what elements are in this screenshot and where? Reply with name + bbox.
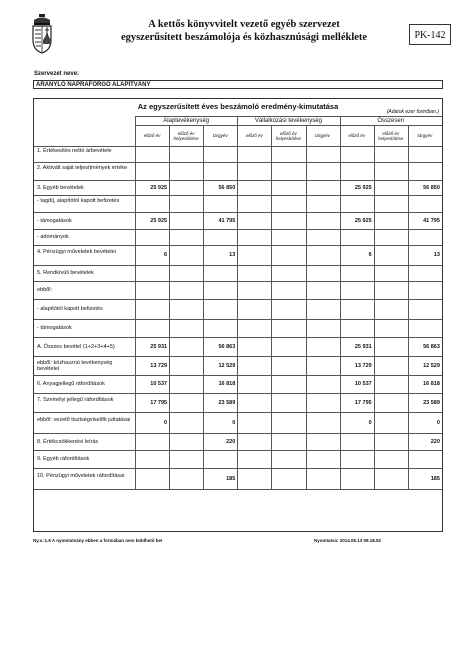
value-cell: 6 [368,252,372,258]
table-row [34,319,442,337]
value-cell: 13 729 [354,362,372,369]
row-label: ebből: vezető tisztségviselők juttatásai [37,416,131,423]
value-cell: 56 850 [423,184,440,191]
column-group-1: Alaptevékenység [163,118,209,124]
form-header [31,14,451,55]
subcolumn-header: előző év helyesbítése [275,130,302,141]
table-row [34,212,442,229]
subcolumn-header: előző év helyesbítése [378,130,404,141]
value-cell: 41 795 [218,217,236,224]
value-cell: 12 529 [218,362,236,369]
row-label: - tagdíj, alapítótól kapott befizetés [37,197,120,204]
row-label: ebből: [37,287,52,293]
table-row [34,195,442,212]
organization-label: Szervezet neve: [34,71,80,77]
value-cell: 25 925 [150,217,168,224]
value-cell: 16 818 [423,381,440,387]
value-cell: 56 850 [218,184,236,191]
subcolumn-header: előző év [143,133,161,139]
table-row [34,450,442,468]
row-label: 7. Személyi jellegű ráfordítások [37,396,114,403]
form-title [81,18,407,44]
value-cell: 13 [229,252,236,258]
row-label: 2. Aktivált saját teljesítmények értéke [37,165,128,171]
table-row [34,412,442,433]
table-row [34,356,442,375]
value-cell: 10 537 [354,381,372,387]
table-row [34,337,442,356]
subcolumn-header: előző év helyesbítése [173,130,199,141]
value-cell: 17 795 [150,399,168,406]
value-cell: 185 [226,475,236,482]
value-cell: 12 529 [423,362,440,369]
value-cell: 185 [430,475,440,482]
row-label: 3. Egyéb bevételek [37,184,84,191]
report-title: Az egyszerűsített éves beszámoló eredmény-kimutatása [137,102,339,111]
table-row [34,265,442,281]
table-row [34,245,442,265]
unit-note: (Adatok ezer forintban.) [386,109,439,115]
value-cell: 25 925 [354,184,372,191]
row-label: - alapítótól kapott befizetés [37,306,103,312]
row-label: 8. Értékcsökkenési leírás [37,438,99,445]
form-code-box: PK-142 [409,24,451,45]
table-row [34,229,442,245]
subcolumn-header: előző év [348,133,366,139]
table-row [34,433,442,450]
row-label: 5. Rendkívüli bevételek [37,270,94,276]
column-subheader [135,126,442,146]
subcolumn-header: tárgyév [417,133,433,139]
hungarian-coat-of-arms-icon [31,14,53,54]
value-cell: 0 [436,419,440,426]
value-cell: 56 863 [218,343,236,350]
value-cell: 13 [433,252,440,258]
value-cell: 25 925 [354,217,372,224]
row-divider [34,489,442,490]
table-row [34,180,442,195]
table-row [34,162,442,180]
row-divider [135,125,442,126]
value-cell: 220 [226,438,236,445]
value-cell: 0 [232,419,236,426]
subcolumn-header: előző év [245,133,263,139]
table-row [34,375,442,393]
value-cell: 56 863 [423,343,440,350]
value-cell: 16 818 [218,381,236,387]
column-group-3: Összesen [377,118,405,124]
row-label: ebből: közhasznú tevékenység bevételei [37,359,113,372]
form-title-line-2: egyszerűsített beszámolója és közhasznúsági melléklete [120,32,368,43]
subcolumn-header: tárgyév [315,133,330,139]
table-row [34,299,442,319]
table-row [34,146,442,162]
version-note: Ny.v.:1.6 A nyomtatvány ebben a formában nem küldhető be! [33,538,163,543]
column-group-2: Vállalkozási tevékenység [254,118,322,124]
value-cell: 25 931 [150,343,168,350]
table-row [34,468,442,489]
table-row [34,393,442,412]
value-cell: 25 931 [354,343,372,350]
row-label: 4. Pénzügyi műveletek bevételei [37,249,116,255]
value-cell: 23 589 [423,399,440,406]
value-cell: 23 589 [218,399,236,406]
organization-name-field: ARANYLÓ NAPRAFORGÓ ALAPÍTVÁNY [33,80,443,89]
value-cell: 6 [164,252,168,258]
row-label: 9. Egyéb ráfordítások [37,456,90,462]
row-label: A. Összes bevétel (1+2+3+4+5) [37,343,115,350]
form-title-line-1: A kettős könyvvitelt vezető egyéb szervezet [148,19,340,30]
row-label: 10. Pénzügyi műveletek ráfordításai [37,472,125,479]
row-label: - támogatások [37,217,72,224]
table-row [34,281,442,299]
value-cell: 17 795 [354,399,372,406]
row-label: 1. Értékesítés nettó árbevétele [37,148,112,154]
value-cell: 25 925 [150,184,168,191]
value-cell: 220 [430,438,440,445]
value-cell: 0 [368,419,372,426]
row-label: - adományok [37,234,69,240]
value-cell: 13 729 [150,362,168,369]
row-label: - támogatások [37,325,72,331]
income-statement-table [33,98,443,532]
value-cell: 10 537 [150,381,168,387]
row-label: 6. Anyagjellegű ráfordítások [37,381,105,387]
subcolumn-header: tárgyév [212,133,228,139]
value-cell: 0 [164,419,168,426]
value-cell: 41 795 [423,217,440,224]
print-timestamp: Nyomtatva: 2014.05.13 09.18.52 [314,538,382,543]
row-divider [135,116,442,117]
column-group-header [135,117,442,125]
